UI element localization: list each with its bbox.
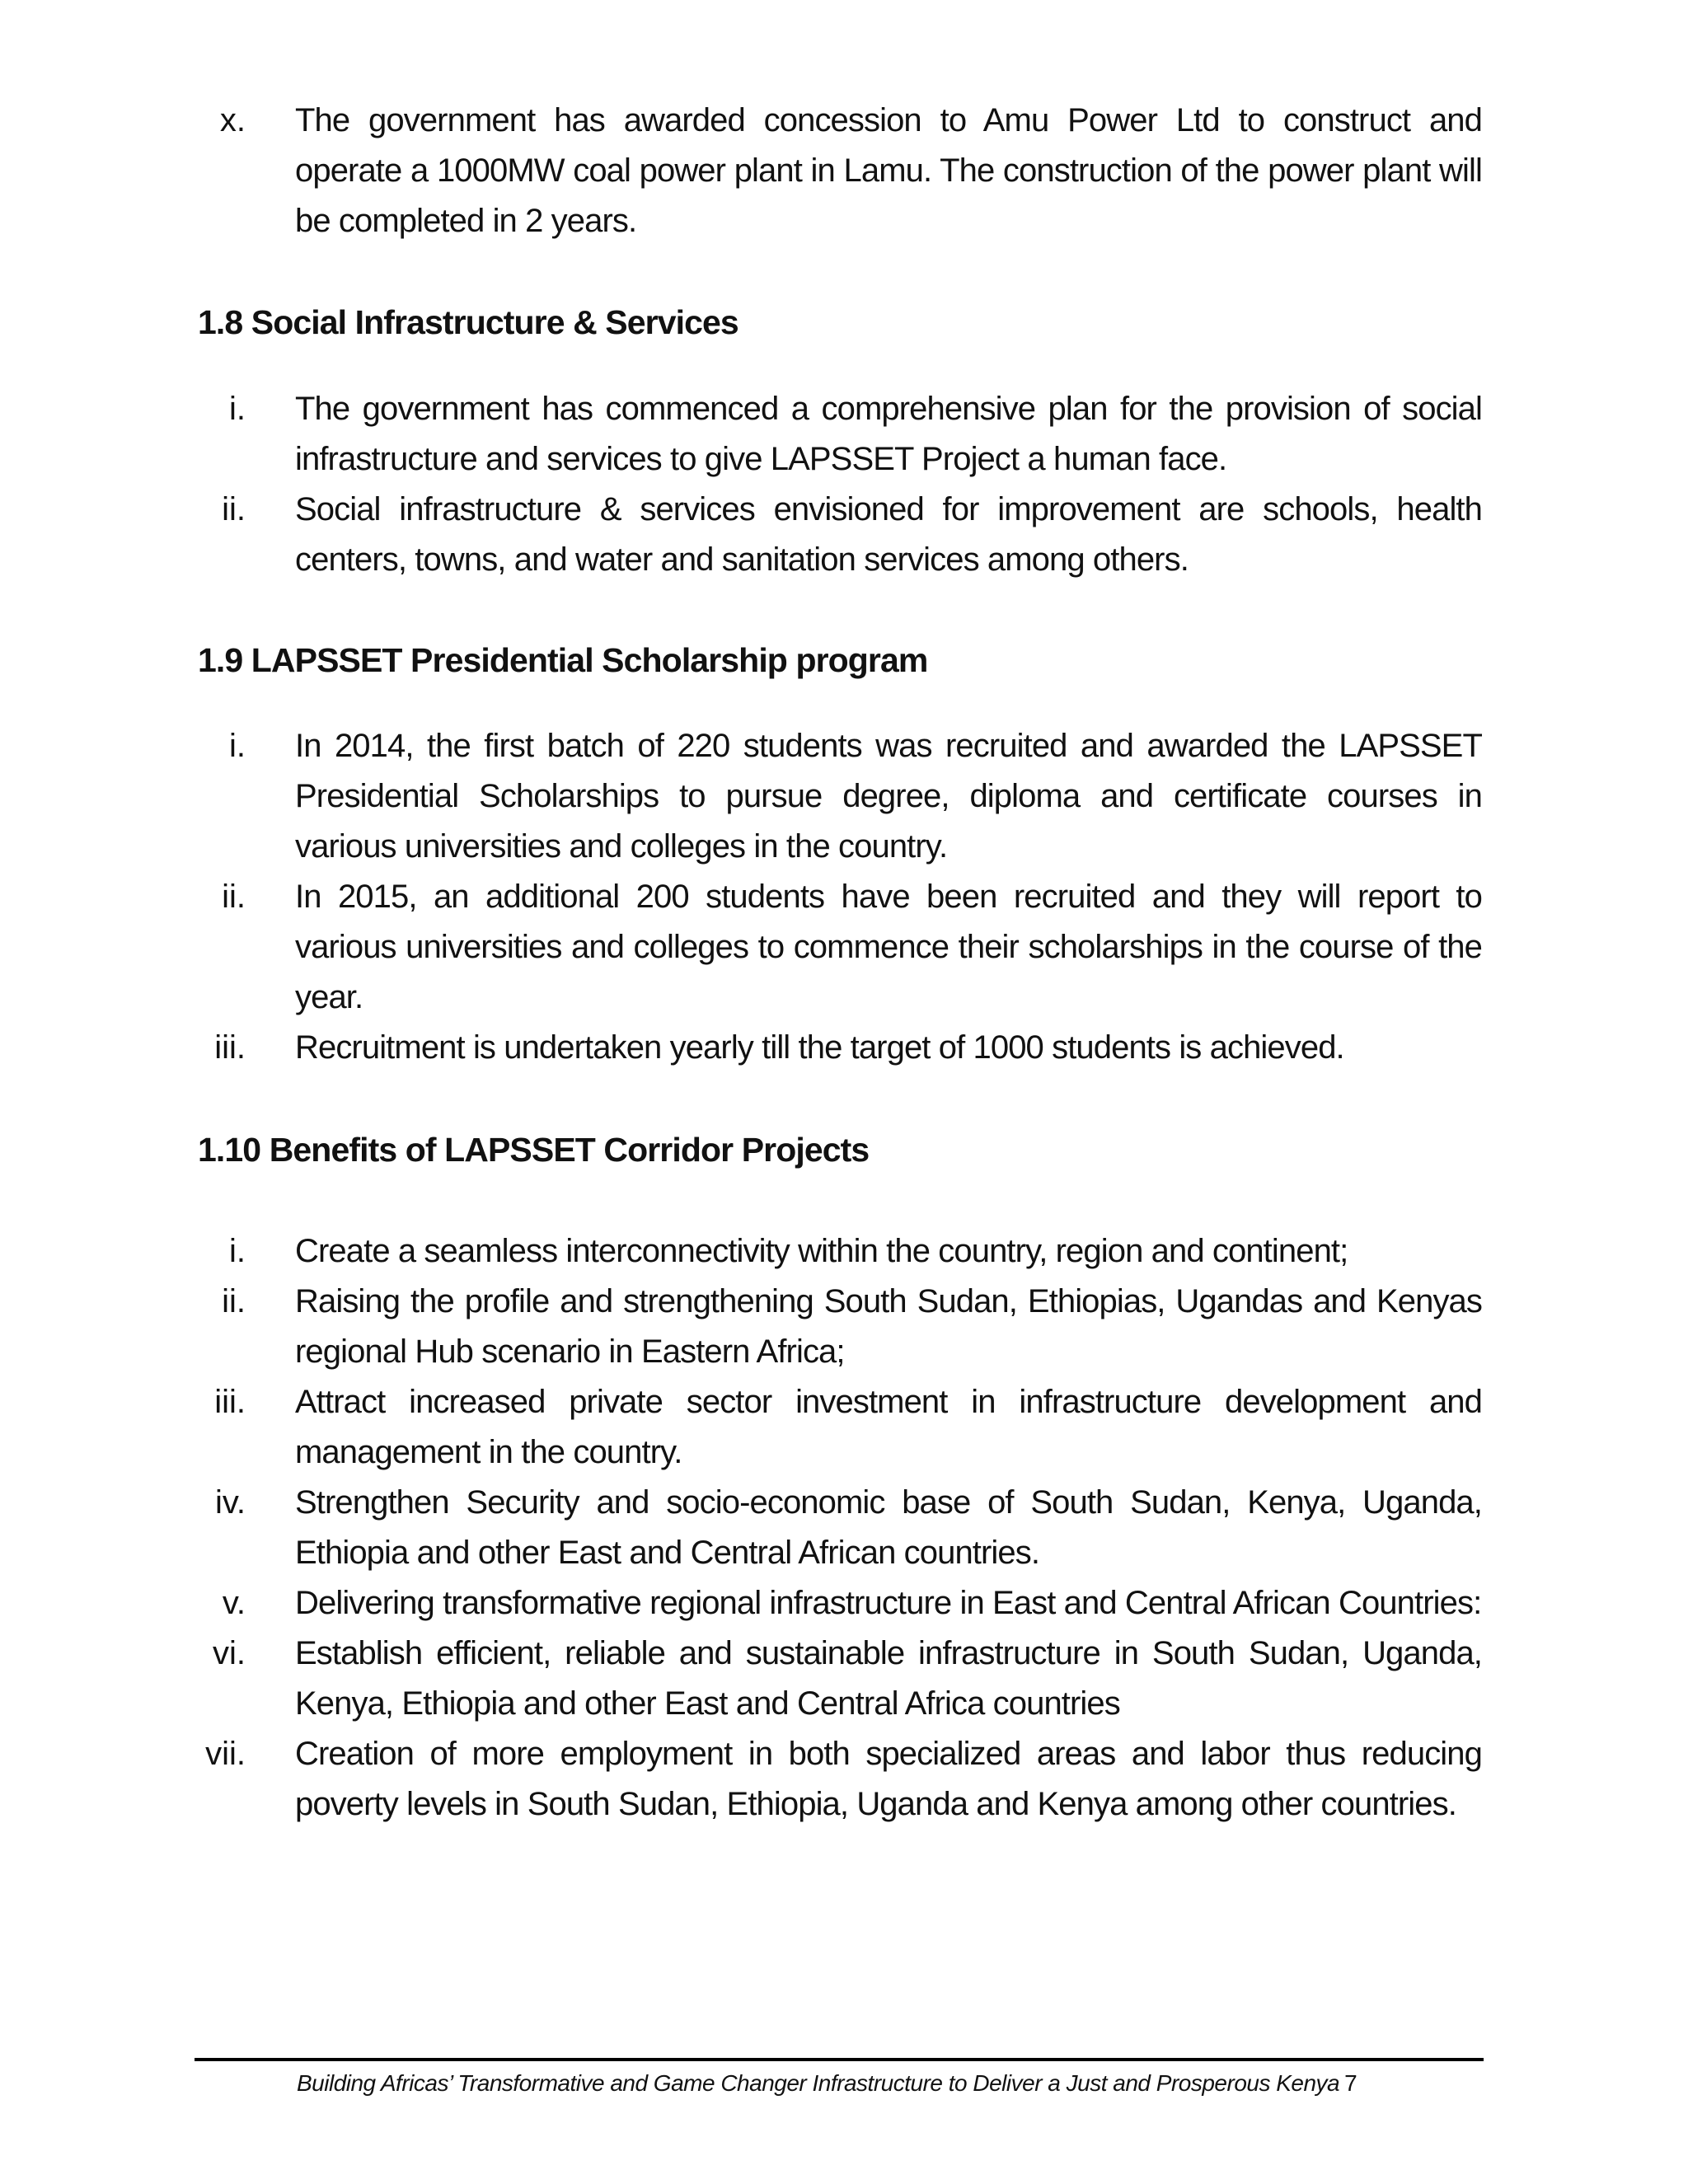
section-heading-1-8: 1.8 Social Infrastructure & Services [198,303,738,341]
intro-list [0,96,1688,246]
list-item [0,1023,1688,1073]
list-item-number: v. [222,1585,246,1621]
section-1-9-list [0,721,1688,1073]
list-item-text: Recruitment is undertaken yearly till the target of 1000 students is achieved. [295,1029,1344,1066]
list-item-text: The government has awarded concession to Amu Power Ltd to construct and operate a 1000MW coal power plant in Lamu. The construction of the power plant will be completed in 2 years. [295,102,1482,239]
list-item-text: Attract increased private sector investment in infrastructure development and management in the country. [295,1384,1482,1470]
list-item-number: i. [229,391,246,427]
list-item-text: Delivering transformative regional infrastructure in East and Central African Countries: [295,1585,1482,1621]
list-item-number: iv. [214,1484,246,1521]
list-item-number: vi. [213,1635,246,1671]
list-item [0,384,1688,485]
list-item-number: i. [229,1233,246,1269]
list-item [0,721,1688,872]
list-item-text: Strengthen Security and socio-economic base of South Sudan, Kenya, Uganda, Ethiopia and other East and Central African countries. [295,1484,1482,1571]
list-item-text: The government has commenced a comprehensive plan for the provision of social infrastructure and services to give LAPSSET Project a human face. [295,391,1482,477]
section-1-10-list [0,1226,1688,1830]
list-item [0,1377,1688,1478]
list-item [0,96,1688,246]
list-item-text: Social infrastructure & services envisioned for improvement are schools, health centers, towns, and water and sanitation services among others. [295,491,1482,578]
section-heading-1-10: 1.10 Benefits of LAPSSET Corridor Projects [198,1131,870,1169]
list-item-number: x. [219,102,246,138]
list-item-number: iii. [214,1029,246,1066]
list-item [0,872,1688,1023]
list-item-number: ii. [222,1283,246,1319]
list-item [0,1729,1688,1830]
list-item-text: In 2014, the first batch of 220 students was recruited and awarded the LAPSSET Presidential Scholarships to pursue degree, diploma and certificate courses in various universities and colleges in the country. [295,728,1482,865]
section-1-8-list [0,384,1688,585]
list-item [0,1478,1688,1578]
list-item-number: vii. [205,1736,246,1772]
list-item-number: ii. [222,491,246,527]
page-number: 7 [1344,2070,1357,2096]
section-heading-1-9: 1.9 LAPSSET Presidential Scholarship program [198,641,928,679]
list-item-text: Creation of more employment in both specialized areas and labor thus reducing poverty levels in South Sudan, Ethiopia, Uganda and Kenya among other countries. [295,1736,1482,1822]
list-item-number: i. [229,728,246,764]
list-item-number: ii. [222,879,246,915]
list-item-text: In 2015, an additional 200 students have been recruited and they will report to various universities and colleges to commence their scholarships in the course of the year. [295,879,1482,1015]
list-item-text: Raising the profile and strengthening South Sudan, Ethiopias, Ugandas and Kenyas regional Hub scenario in Eastern Africa; [295,1283,1482,1370]
page-footer [297,2067,1357,2100]
list-item-text: Establish efficient, reliable and sustainable infrastructure in South Sudan, Uganda, Kenya, Ethiopia and other East and Central Africa countries [295,1635,1482,1722]
footer-divider [195,2058,1484,2061]
list-item-text: Create a seamless interconnectivity within the country, region and continent; [295,1233,1348,1269]
list-item [0,1629,1688,1729]
list-item-number: iii. [214,1384,246,1420]
list-item [0,485,1688,585]
list-item [0,1277,1688,1377]
list-item [0,1226,1688,1277]
list-item [0,1578,1688,1629]
footer-tagline: Building Africas’ Transformative and Game Changer Infrastructure to Deliver a Just and Prosperous Kenya [297,2070,1340,2096]
